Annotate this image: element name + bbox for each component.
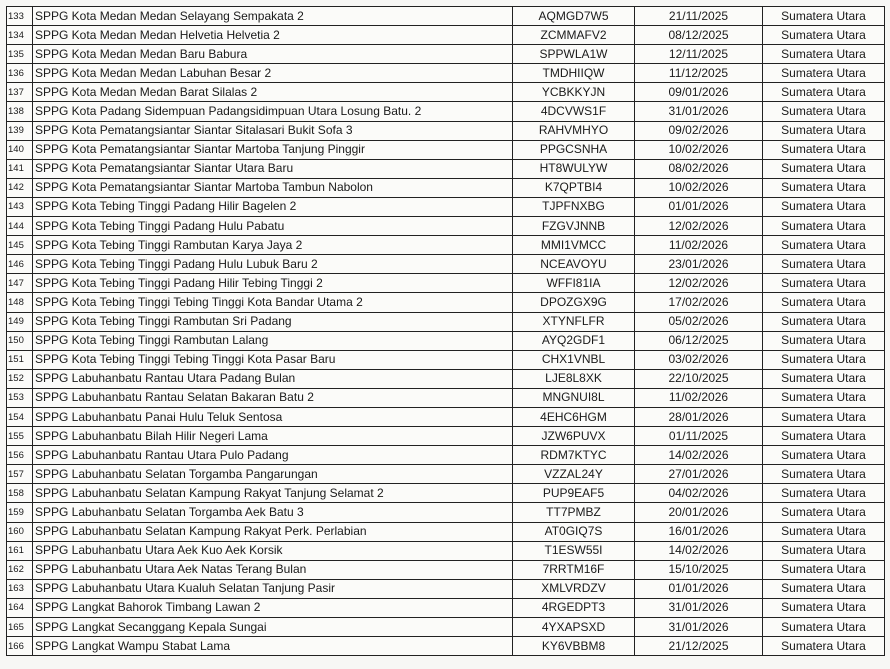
sppg-name: SPPG Kota Pematangsiantar Siantar Utara Baru xyxy=(33,159,513,178)
province: Sumatera Utara xyxy=(763,217,885,236)
sppg-code: TJPFNXBG xyxy=(513,197,635,216)
province: Sumatera Utara xyxy=(763,236,885,255)
row-number: 140 xyxy=(7,140,33,159)
sppg-code: T1ESW55I xyxy=(513,541,635,560)
sppg-name: SPPG Kota Tebing Tinggi Padang Hulu Pabatu xyxy=(33,217,513,236)
sppg-date: 22/10/2025 xyxy=(635,369,763,388)
sppg-code: WFFI81IA xyxy=(513,274,635,293)
table-row xyxy=(7,541,885,560)
sppg-date: 28/01/2026 xyxy=(635,407,763,426)
sppg-name: SPPG Kota Tebing Tinggi Padang Hilir Bagelen 2 xyxy=(33,197,513,216)
row-number: 135 xyxy=(7,45,33,64)
sppg-name: SPPG Kota Tebing Tinggi Rambutan Sri Padang xyxy=(33,312,513,331)
sppg-name: SPPG Langkat Bahorok Timbang Lawan 2 xyxy=(33,598,513,617)
row-number: 136 xyxy=(7,64,33,83)
row-number: 155 xyxy=(7,427,33,446)
table-row xyxy=(7,102,885,121)
row-number: 133 xyxy=(7,7,33,26)
sppg-code: NCEAVOYU xyxy=(513,255,635,274)
province: Sumatera Utara xyxy=(763,388,885,407)
sppg-name: SPPG Labuhanbatu Panai Hulu Teluk Sentosa xyxy=(33,407,513,426)
sppg-date: 31/01/2026 xyxy=(635,598,763,617)
sppg-date: 01/11/2025 xyxy=(635,427,763,446)
table-row xyxy=(7,427,885,446)
sppg-date: 08/02/2026 xyxy=(635,159,763,178)
table-row xyxy=(7,312,885,331)
sppg-date: 14/02/2026 xyxy=(635,446,763,465)
province: Sumatera Utara xyxy=(763,102,885,121)
province: Sumatera Utara xyxy=(763,121,885,140)
sppg-name: SPPG Labuhanbatu Utara Aek Natas Terang Bulan xyxy=(33,560,513,579)
table-row xyxy=(7,45,885,64)
sppg-date: 23/01/2026 xyxy=(635,255,763,274)
sppg-code: PUP9EAF5 xyxy=(513,484,635,503)
province: Sumatera Utara xyxy=(763,541,885,560)
table-row xyxy=(7,7,885,26)
sppg-name: SPPG Kota Tebing Tinggi Rambutan Lalang xyxy=(33,331,513,350)
province: Sumatera Utara xyxy=(763,503,885,522)
sppg-code: YCBKKYJN xyxy=(513,83,635,102)
sppg-code: 4YXAPSXD xyxy=(513,618,635,637)
province: Sumatera Utara xyxy=(763,178,885,197)
sppg-name: SPPG Kota Pematangsiantar Siantar Martoba Tambun Nabolon xyxy=(33,178,513,197)
sppg-name: SPPG Kota Medan Medan Labuhan Besar 2 xyxy=(33,64,513,83)
sppg-date: 05/02/2026 xyxy=(635,312,763,331)
table-row xyxy=(7,217,885,236)
province: Sumatera Utara xyxy=(763,45,885,64)
table-row xyxy=(7,140,885,159)
province: Sumatera Utara xyxy=(763,484,885,503)
sppg-name: SPPG Kota Tebing Tinggi Padang Hulu Lubuk Baru 2 xyxy=(33,255,513,274)
table-row xyxy=(7,197,885,216)
sppg-name: SPPG Kota Medan Medan Barat Silalas 2 xyxy=(33,83,513,102)
row-number: 144 xyxy=(7,217,33,236)
sppg-name: SPPG Kota Tebing Tinggi Rambutan Karya Jaya 2 xyxy=(33,236,513,255)
row-number: 160 xyxy=(7,522,33,541)
sppg-name: SPPG Labuhanbatu Selatan Kampung Rakyat Tanjung Selamat 2 xyxy=(33,484,513,503)
table-row xyxy=(7,178,885,197)
sppg-code: AQMGD7W5 xyxy=(513,7,635,26)
sppg-name: SPPG Langkat Wampu Stabat Lama xyxy=(33,637,513,656)
table-row xyxy=(7,159,885,178)
sppg-code: MMI1VMCC xyxy=(513,236,635,255)
row-number: 137 xyxy=(7,83,33,102)
table-row xyxy=(7,293,885,312)
sppg-date: 21/12/2025 xyxy=(635,637,763,656)
table-row xyxy=(7,446,885,465)
province: Sumatera Utara xyxy=(763,522,885,541)
row-number: 156 xyxy=(7,446,33,465)
table-row xyxy=(7,83,885,102)
province: Sumatera Utara xyxy=(763,407,885,426)
table-row xyxy=(7,579,885,598)
sppg-code: JZW6PUVX xyxy=(513,427,635,446)
sppg-name: SPPG Labuhanbatu Rantau Utara Padang Bulan xyxy=(33,369,513,388)
table-row xyxy=(7,618,885,637)
row-number: 146 xyxy=(7,255,33,274)
table-row xyxy=(7,26,885,45)
sppg-name: SPPG Langkat Secanggang Kepala Sungai xyxy=(33,618,513,637)
sppg-code: K7QPTBI4 xyxy=(513,178,635,197)
sppg-code: 7RRTM16F xyxy=(513,560,635,579)
row-number: 150 xyxy=(7,331,33,350)
province: Sumatera Utara xyxy=(763,26,885,45)
sppg-name: SPPG Labuhanbatu Bilah Hilir Negeri Lama xyxy=(33,427,513,446)
row-number: 159 xyxy=(7,503,33,522)
table-row xyxy=(7,236,885,255)
sppg-code: 4EHC6HGM xyxy=(513,407,635,426)
table-row xyxy=(7,255,885,274)
province: Sumatera Utara xyxy=(763,312,885,331)
province: Sumatera Utara xyxy=(763,64,885,83)
sppg-date: 04/02/2026 xyxy=(635,484,763,503)
sppg-date: 01/01/2026 xyxy=(635,579,763,598)
row-number: 134 xyxy=(7,26,33,45)
row-number: 152 xyxy=(7,369,33,388)
province: Sumatera Utara xyxy=(763,274,885,293)
sppg-name: SPPG Labuhanbatu Selatan Torgamba Pangarungan xyxy=(33,465,513,484)
table-row xyxy=(7,274,885,293)
sppg-date: 31/01/2026 xyxy=(635,618,763,637)
sppg-date: 10/02/2026 xyxy=(635,178,763,197)
sppg-code: RAHVMHYO xyxy=(513,121,635,140)
sppg-code: 4RGEDPT3 xyxy=(513,598,635,617)
row-number: 158 xyxy=(7,484,33,503)
province: Sumatera Utara xyxy=(763,465,885,484)
sppg-name: SPPG Labuhanbatu Utara Kualuh Selatan Tanjung Pasir xyxy=(33,579,513,598)
table-row xyxy=(7,465,885,484)
sppg-table xyxy=(6,6,885,656)
table-row xyxy=(7,522,885,541)
sppg-name: SPPG Labuhanbatu Rantau Utara Pulo Padang xyxy=(33,446,513,465)
sppg-name: SPPG Kota Medan Medan Baru Babura xyxy=(33,45,513,64)
row-number: 162 xyxy=(7,560,33,579)
row-number: 163 xyxy=(7,579,33,598)
sppg-code: CHX1VNBL xyxy=(513,350,635,369)
row-number: 153 xyxy=(7,388,33,407)
province: Sumatera Utara xyxy=(763,560,885,579)
row-number: 164 xyxy=(7,598,33,617)
sppg-code: PPGCSNHA xyxy=(513,140,635,159)
sppg-name: SPPG Kota Medan Medan Helvetia Helvetia 2 xyxy=(33,26,513,45)
sppg-date: 12/02/2026 xyxy=(635,274,763,293)
province: Sumatera Utara xyxy=(763,598,885,617)
row-number: 157 xyxy=(7,465,33,484)
sppg-code: KY6VBBM8 xyxy=(513,637,635,656)
sppg-name: SPPG Labuhanbatu Utara Aek Kuo Aek Korsik xyxy=(33,541,513,560)
row-number: 166 xyxy=(7,637,33,656)
sppg-code: XTYNFLFR xyxy=(513,312,635,331)
sppg-date: 03/02/2026 xyxy=(635,350,763,369)
sppg-code: SPPWLA1W xyxy=(513,45,635,64)
sppg-code: LJE8L8XK xyxy=(513,369,635,388)
sppg-date: 16/01/2026 xyxy=(635,522,763,541)
sppg-code: DPOZGX9G xyxy=(513,293,635,312)
table-row xyxy=(7,407,885,426)
sppg-date: 12/02/2026 xyxy=(635,217,763,236)
document-sheet xyxy=(6,6,884,656)
sppg-date: 06/12/2025 xyxy=(635,331,763,350)
sppg-name: SPPG Labuhanbatu Rantau Selatan Bakaran Batu 2 xyxy=(33,388,513,407)
row-number: 147 xyxy=(7,274,33,293)
province: Sumatera Utara xyxy=(763,427,885,446)
sppg-date: 10/02/2026 xyxy=(635,140,763,159)
sppg-code: ZCMMAFV2 xyxy=(513,26,635,45)
province: Sumatera Utara xyxy=(763,579,885,598)
sppg-date: 11/12/2025 xyxy=(635,64,763,83)
row-number: 154 xyxy=(7,407,33,426)
province: Sumatera Utara xyxy=(763,7,885,26)
row-number: 151 xyxy=(7,350,33,369)
sppg-date: 17/02/2026 xyxy=(635,293,763,312)
sppg-code: VZZAL24Y xyxy=(513,465,635,484)
table-row xyxy=(7,484,885,503)
sppg-name: SPPG Kota Padang Sidempuan Padangsidimpuan Utara Losung Batu. 2 xyxy=(33,102,513,121)
sppg-date: 12/11/2025 xyxy=(635,45,763,64)
sppg-code: TT7PMBZ xyxy=(513,503,635,522)
sppg-code: TMDHIIQW xyxy=(513,64,635,83)
row-number: 148 xyxy=(7,293,33,312)
sppg-name: SPPG Kota Tebing Tinggi Padang Hilir Tebing Tinggi 2 xyxy=(33,274,513,293)
sppg-date: 20/01/2026 xyxy=(635,503,763,522)
row-number: 139 xyxy=(7,121,33,140)
sppg-name: SPPG Labuhanbatu Selatan Kampung Rakyat Perk. Perlabian xyxy=(33,522,513,541)
sppg-code: XMLVRDZV xyxy=(513,579,635,598)
province: Sumatera Utara xyxy=(763,618,885,637)
sppg-date: 14/02/2026 xyxy=(635,541,763,560)
province: Sumatera Utara xyxy=(763,140,885,159)
table-row xyxy=(7,598,885,617)
sppg-date: 21/11/2025 xyxy=(635,7,763,26)
sppg-code: MNGNUI8L xyxy=(513,388,635,407)
sppg-date: 09/01/2026 xyxy=(635,83,763,102)
sppg-name: SPPG Kota Medan Medan Selayang Sempakata 2 xyxy=(33,7,513,26)
table-row xyxy=(7,350,885,369)
sppg-date: 15/10/2025 xyxy=(635,560,763,579)
table-row xyxy=(7,388,885,407)
province: Sumatera Utara xyxy=(763,197,885,216)
sppg-name: SPPG Labuhanbatu Selatan Torgamba Aek Batu 3 xyxy=(33,503,513,522)
sppg-date: 27/01/2026 xyxy=(635,465,763,484)
province: Sumatera Utara xyxy=(763,159,885,178)
province: Sumatera Utara xyxy=(763,637,885,656)
table-row xyxy=(7,369,885,388)
sppg-date: 01/01/2026 xyxy=(635,197,763,216)
row-number: 149 xyxy=(7,312,33,331)
sppg-code: HT8WULYW xyxy=(513,159,635,178)
table-row xyxy=(7,560,885,579)
row-number: 141 xyxy=(7,159,33,178)
table-row xyxy=(7,637,885,656)
sppg-date: 11/02/2026 xyxy=(635,388,763,407)
sppg-name: SPPG Kota Pematangsiantar Siantar Martoba Tanjung Pinggir xyxy=(33,140,513,159)
province: Sumatera Utara xyxy=(763,350,885,369)
sppg-code: AYQ2GDF1 xyxy=(513,331,635,350)
sppg-date: 09/02/2026 xyxy=(635,121,763,140)
table-body xyxy=(7,7,885,656)
sppg-code: 4DCVWS1F xyxy=(513,102,635,121)
sppg-name: SPPG Kota Tebing Tinggi Tebing Tinggi Kota Bandar Utama 2 xyxy=(33,293,513,312)
province: Sumatera Utara xyxy=(763,83,885,102)
province: Sumatera Utara xyxy=(763,255,885,274)
sppg-name: SPPG Kota Pematangsiantar Siantar Sitalasari Bukit Sofa 3 xyxy=(33,121,513,140)
sppg-code: AT0GIQ7S xyxy=(513,522,635,541)
sppg-date: 08/12/2025 xyxy=(635,26,763,45)
row-number: 143 xyxy=(7,197,33,216)
sppg-date: 31/01/2026 xyxy=(635,102,763,121)
row-number: 145 xyxy=(7,236,33,255)
row-number: 165 xyxy=(7,618,33,637)
table-row xyxy=(7,331,885,350)
sppg-code: RDM7KTYC xyxy=(513,446,635,465)
province: Sumatera Utara xyxy=(763,293,885,312)
province: Sumatera Utara xyxy=(763,331,885,350)
province: Sumatera Utara xyxy=(763,446,885,465)
table-row xyxy=(7,503,885,522)
table-row xyxy=(7,121,885,140)
row-number: 161 xyxy=(7,541,33,560)
row-number: 142 xyxy=(7,178,33,197)
sppg-code: FZGVJNNB xyxy=(513,217,635,236)
row-number: 138 xyxy=(7,102,33,121)
sppg-name: SPPG Kota Tebing Tinggi Tebing Tinggi Kota Pasar Baru xyxy=(33,350,513,369)
table-row xyxy=(7,64,885,83)
province: Sumatera Utara xyxy=(763,369,885,388)
sppg-date: 11/02/2026 xyxy=(635,236,763,255)
